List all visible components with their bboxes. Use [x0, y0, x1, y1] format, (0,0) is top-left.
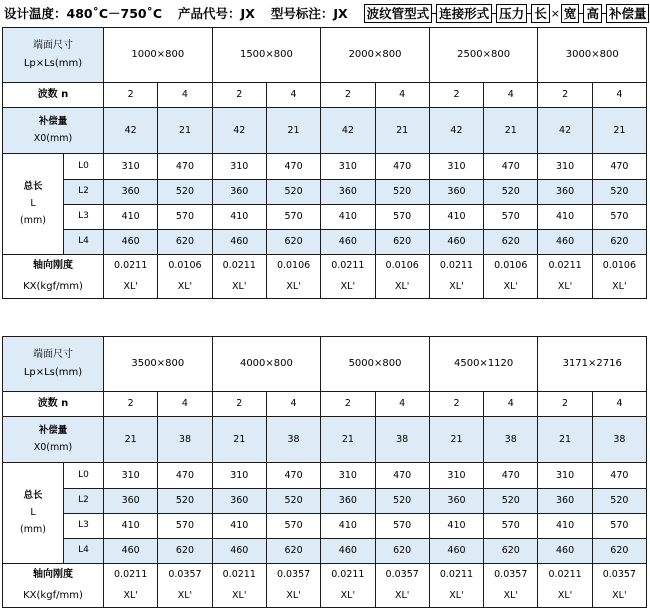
waves-value: 2 — [104, 83, 158, 108]
length-value: 310 — [429, 463, 483, 489]
length-value: 460 — [104, 539, 158, 564]
waves-value: 2 — [212, 392, 266, 417]
stiffness-value: 0.0211 — [321, 564, 375, 586]
stiffness-unit-value: XL' — [266, 277, 320, 299]
length-value: 520 — [592, 180, 646, 205]
waves-label: 波数 n — [3, 392, 104, 417]
length-value: 360 — [429, 180, 483, 205]
face-size-unit: Lp×Ls(mm) — [23, 366, 83, 378]
stiffness-unit-row — [3, 586, 647, 608]
length-sublabel: L0 — [64, 154, 104, 180]
stiffness-unit-value: XL' — [212, 586, 266, 608]
face-size-label — [3, 337, 104, 392]
stiffness-unit-value: XL' — [538, 586, 592, 608]
compensation-row — [3, 108, 647, 154]
stiffness-value: 0.0357 — [484, 564, 538, 586]
face-size-value: 4000×800 — [212, 337, 321, 392]
length-value: 520 — [266, 180, 320, 205]
face-size-value: 3000×800 — [538, 28, 647, 83]
waves-value: 4 — [266, 392, 320, 417]
length-value: 460 — [321, 539, 375, 564]
compensation-value: 21 — [158, 108, 212, 154]
length-value: 360 — [321, 180, 375, 205]
compensation-value: 42 — [538, 108, 592, 154]
model-part-width: 宽 — [561, 4, 580, 23]
spec-table-1 — [2, 27, 647, 299]
length-value: 460 — [429, 230, 483, 255]
length-value: 310 — [212, 154, 266, 180]
length-value: 310 — [538, 154, 592, 180]
waves-value: 4 — [484, 83, 538, 108]
compensation-label — [3, 108, 104, 154]
waves-value: 2 — [538, 83, 592, 108]
face-size-title: 端面尺寸 — [33, 349, 73, 360]
length-value: 520 — [266, 489, 320, 514]
length-value: 460 — [538, 230, 592, 255]
length-value: 570 — [375, 514, 429, 539]
compensation-value: 21 — [375, 108, 429, 154]
compensation-row — [3, 417, 647, 463]
length-value: 460 — [321, 230, 375, 255]
length-value: 410 — [429, 205, 483, 230]
compensation-value: 21 — [321, 417, 375, 463]
waves-value: 2 — [212, 83, 266, 108]
face-size-value: 3171×2716 — [538, 337, 647, 392]
length-value: 310 — [429, 154, 483, 180]
face-size-value: 1000×800 — [104, 28, 213, 83]
length-value: 570 — [158, 514, 212, 539]
waves-value: 2 — [321, 392, 375, 417]
face-size-value: 2500×800 — [429, 28, 538, 83]
stiffness-value: 0.0211 — [538, 255, 592, 277]
total-length-symbol: L — [30, 198, 36, 210]
total-length-label — [3, 463, 64, 564]
waves-row — [3, 392, 647, 417]
length-value: 410 — [538, 205, 592, 230]
stiffness-value: 0.0211 — [104, 255, 158, 277]
length-value: 620 — [266, 230, 320, 255]
length-value: 570 — [266, 514, 320, 539]
length-sublabel: L2 — [64, 489, 104, 514]
total-length-title: 总长 — [23, 181, 43, 193]
length-value: 570 — [158, 205, 212, 230]
length-value: 460 — [104, 230, 158, 255]
length-value: 470 — [158, 154, 212, 180]
length-value: 620 — [158, 230, 212, 255]
stiffness-value: 0.0357 — [375, 564, 429, 586]
compensation-value: 38 — [592, 417, 646, 463]
stiffness-unit-value: XL' — [592, 277, 646, 299]
length-value: 570 — [592, 514, 646, 539]
waves-value: 4 — [158, 392, 212, 417]
total-length-symbol: L — [30, 507, 36, 519]
stiffness-unit-value: XL' — [212, 277, 266, 299]
length-value: 360 — [321, 489, 375, 514]
face-size-value: 5000×800 — [321, 337, 430, 392]
total-length-unit: (mm) — [20, 214, 46, 226]
compensation-title: 补偿量 — [38, 116, 68, 128]
stiffness-unit-value: XL' — [158, 586, 212, 608]
length-value: 570 — [266, 205, 320, 230]
waves-value: 4 — [158, 83, 212, 108]
model-part-height: 高 — [583, 4, 602, 23]
length-sublabel: L4 — [64, 230, 104, 255]
stiffness-value: 0.0106 — [158, 255, 212, 277]
model-part-length: 长 — [531, 4, 550, 23]
waves-value: 2 — [429, 83, 483, 108]
face-size-row — [3, 28, 647, 83]
compensation-label — [3, 417, 104, 463]
face-size-unit: Lp×Ls(mm) — [23, 57, 83, 69]
length-value: 520 — [484, 489, 538, 514]
length-value: 620 — [484, 539, 538, 564]
compensation-value: 38 — [484, 417, 538, 463]
length-row — [3, 180, 647, 205]
waves-value: 4 — [484, 392, 538, 417]
stiffness-unit-row — [3, 277, 647, 299]
face-size-label — [3, 28, 104, 83]
stiffness-value: 0.0106 — [375, 255, 429, 277]
length-value: 410 — [321, 514, 375, 539]
product-code: 产品代号：JX — [178, 6, 255, 21]
stiffness-unit-value: XL' — [104, 586, 158, 608]
stiffness-unit-value: XL' — [158, 277, 212, 299]
face-size-value: 2000×800 — [321, 28, 430, 83]
length-row — [3, 489, 647, 514]
waves-value: 4 — [266, 83, 320, 108]
length-sublabel: L4 — [64, 539, 104, 564]
length-value: 460 — [212, 539, 266, 564]
stiffness-value: 0.0211 — [212, 255, 266, 277]
length-value: 470 — [266, 463, 320, 489]
length-value: 570 — [592, 205, 646, 230]
length-value: 520 — [375, 180, 429, 205]
length-value: 360 — [538, 180, 592, 205]
stiffness-value: 0.0357 — [158, 564, 212, 586]
model-part-compensation: 补偿量 — [606, 4, 650, 23]
compensation-value: 21 — [429, 417, 483, 463]
compensation-value: 42 — [212, 108, 266, 154]
length-value: 620 — [375, 539, 429, 564]
stiffness-value: 0.0211 — [104, 564, 158, 586]
waves-row — [3, 83, 647, 108]
stiffness-unit-value: XL' — [538, 277, 592, 299]
length-value: 620 — [592, 230, 646, 255]
stiffness-unit-value: XL' — [375, 277, 429, 299]
stiffness-value: 0.0357 — [266, 564, 320, 586]
length-value: 620 — [592, 539, 646, 564]
stiffness-row — [3, 255, 647, 277]
compensation-unit: X0(mm) — [33, 442, 73, 453]
length-sublabel: L2 — [64, 180, 104, 205]
compensation-value: 21 — [212, 417, 266, 463]
stiffness-value: 0.0211 — [429, 564, 483, 586]
length-value: 570 — [375, 205, 429, 230]
length-value: 460 — [429, 539, 483, 564]
length-value: 470 — [592, 463, 646, 489]
model-part-bellows-type: 波纹管型式 — [364, 4, 433, 23]
length-value: 520 — [158, 489, 212, 514]
length-value: 310 — [104, 154, 158, 180]
model-label: 型号标注：JX — [270, 6, 348, 21]
length-value: 520 — [592, 489, 646, 514]
waves-label: 波数 n — [3, 83, 104, 108]
length-value: 520 — [158, 180, 212, 205]
compensation-unit: X0(mm) — [33, 133, 73, 144]
length-value: 310 — [321, 463, 375, 489]
length-sublabel: L3 — [64, 205, 104, 230]
stiffness-value: 0.0211 — [321, 255, 375, 277]
times-sign: × — [550, 6, 560, 20]
stiffness-value: 0.0211 — [429, 255, 483, 277]
face-size-value: 3500×800 — [104, 337, 213, 392]
length-value: 410 — [538, 514, 592, 539]
waves-value: 2 — [104, 392, 158, 417]
spec-header — [4, 2, 649, 24]
stiffness-unit-value: XL' — [375, 586, 429, 608]
face-size-row — [3, 337, 647, 392]
length-sublabel: L3 — [64, 514, 104, 539]
stiffness-unit-label: KX(kgf/mm) — [3, 586, 104, 608]
waves-value: 4 — [375, 83, 429, 108]
length-value: 620 — [266, 539, 320, 564]
length-value: 360 — [429, 489, 483, 514]
length-value: 410 — [104, 205, 158, 230]
compensation-value: 42 — [104, 108, 158, 154]
waves-value: 4 — [375, 392, 429, 417]
length-value: 360 — [212, 489, 266, 514]
length-value: 470 — [375, 154, 429, 180]
stiffness-unit-value: XL' — [104, 277, 158, 299]
length-row — [3, 539, 647, 564]
length-value: 460 — [538, 539, 592, 564]
stiffness-value: 0.0106 — [484, 255, 538, 277]
length-value: 460 — [212, 230, 266, 255]
stiffness-unit-label: KX(kgf/mm) — [3, 277, 104, 299]
length-value: 360 — [104, 489, 158, 514]
total-length-label — [3, 154, 64, 255]
compensation-value: 21 — [266, 108, 320, 154]
length-value: 410 — [212, 205, 266, 230]
stiffness-value: 0.0211 — [538, 564, 592, 586]
face-size-title: 端面尺寸 — [33, 40, 73, 51]
total-length-title: 总长 — [23, 490, 43, 502]
length-value: 570 — [484, 205, 538, 230]
stiffness-unit-value: XL' — [592, 586, 646, 608]
stiffness-unit-value: XL' — [321, 586, 375, 608]
length-value: 310 — [538, 463, 592, 489]
compensation-value: 38 — [158, 417, 212, 463]
face-size-value: 4500×1120 — [429, 337, 538, 392]
compensation-title: 补偿量 — [38, 425, 68, 437]
face-size-value: 1500×800 — [212, 28, 321, 83]
length-value: 470 — [266, 154, 320, 180]
length-value: 470 — [158, 463, 212, 489]
length-value: 620 — [484, 230, 538, 255]
length-row — [3, 154, 647, 180]
total-length-unit: (mm) — [20, 523, 46, 535]
stiffness-unit-value: XL' — [484, 277, 538, 299]
length-value: 410 — [104, 514, 158, 539]
length-value: 620 — [158, 539, 212, 564]
model-part-pressure: 压力 — [496, 4, 527, 23]
design-temperature: 设计温度：480˚C－750˚C — [4, 6, 163, 21]
stiffness-unit-value: XL' — [321, 277, 375, 299]
length-row — [3, 230, 647, 255]
length-value: 360 — [538, 489, 592, 514]
length-value: 360 — [212, 180, 266, 205]
length-value: 360 — [104, 180, 158, 205]
length-row — [3, 205, 647, 230]
spec-table-2 — [2, 336, 647, 608]
length-row — [3, 463, 647, 489]
stiffness-label: 轴向刚度 — [3, 564, 104, 586]
compensation-value: 38 — [375, 417, 429, 463]
compensation-value: 21 — [484, 108, 538, 154]
length-value: 470 — [484, 463, 538, 489]
compensation-value: 42 — [429, 108, 483, 154]
length-row — [3, 514, 647, 539]
length-value: 470 — [484, 154, 538, 180]
length-value: 310 — [212, 463, 266, 489]
length-value: 470 — [375, 463, 429, 489]
model-part-connection: 连接形式 — [436, 4, 492, 23]
stiffness-value: 0.0357 — [592, 564, 646, 586]
length-value: 520 — [484, 180, 538, 205]
waves-value: 4 — [592, 392, 646, 417]
length-value: 410 — [429, 514, 483, 539]
length-sublabel: L0 — [64, 463, 104, 489]
length-value: 310 — [104, 463, 158, 489]
stiffness-value: 0.0211 — [212, 564, 266, 586]
stiffness-unit-value: XL' — [266, 586, 320, 608]
stiffness-value: 0.0106 — [592, 255, 646, 277]
length-value: 570 — [484, 514, 538, 539]
stiffness-unit-value: XL' — [429, 586, 483, 608]
waves-value: 2 — [429, 392, 483, 417]
stiffness-value: 0.0106 — [266, 255, 320, 277]
compensation-value: 21 — [592, 108, 646, 154]
compensation-value: 21 — [104, 417, 158, 463]
compensation-value: 42 — [321, 108, 375, 154]
stiffness-label: 轴向刚度 — [3, 255, 104, 277]
compensation-value: 38 — [266, 417, 320, 463]
length-value: 620 — [375, 230, 429, 255]
waves-value: 4 — [592, 83, 646, 108]
length-value: 410 — [212, 514, 266, 539]
stiffness-row — [3, 564, 647, 586]
length-value: 520 — [375, 489, 429, 514]
stiffness-unit-value: XL' — [429, 277, 483, 299]
length-value: 310 — [321, 154, 375, 180]
waves-value: 2 — [321, 83, 375, 108]
waves-value: 2 — [538, 392, 592, 417]
length-value: 470 — [592, 154, 646, 180]
stiffness-unit-value: XL' — [484, 586, 538, 608]
length-value: 410 — [321, 205, 375, 230]
compensation-value: 21 — [538, 417, 592, 463]
